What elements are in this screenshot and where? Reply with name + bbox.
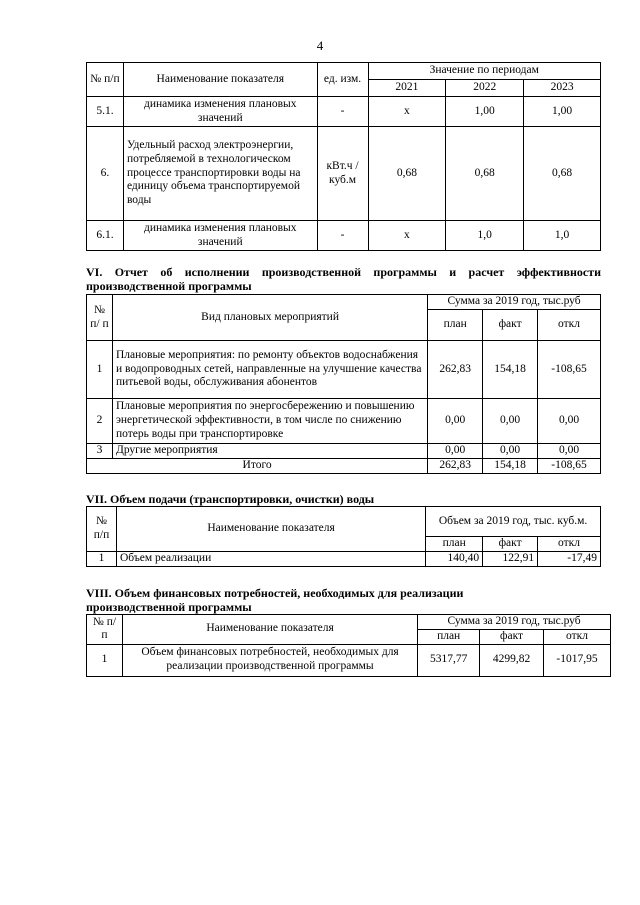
row-fact: 0,00: [483, 444, 538, 459]
header-sum: Сумма за 2019 год, тыс.руб: [418, 615, 611, 630]
row-name: Объем финансовых потребностей, необходимых для реализации производственной программы: [122, 644, 417, 676]
row-dev: -108,65: [538, 341, 601, 399]
row-fact: 122,91: [483, 551, 538, 566]
row-name: Объем реализации: [116, 551, 425, 566]
section-6-title-line: производственной программы: [86, 279, 252, 294]
header-no: № п/п: [87, 507, 117, 552]
row-plan: 262,83: [428, 341, 483, 399]
row-name: динамика изменения плановых значений: [123, 97, 317, 127]
row-name: динамика изменения плановых значений: [123, 221, 317, 251]
row-dev: -1017,95: [544, 644, 611, 676]
header-no: № п/п: [87, 63, 124, 97]
header-dev: откл: [538, 537, 601, 552]
row-no: 1: [87, 644, 123, 676]
section-7-title: VII. Объем подачи (транспортировки, очистки) воды: [86, 492, 375, 506]
header-fact: факт: [480, 629, 544, 644]
header-no: № п/ п: [87, 295, 113, 341]
row-plan: 140,40: [426, 551, 483, 566]
total-plan: 262,83: [428, 458, 483, 473]
row-no: 2: [87, 399, 113, 444]
header-plan: план: [426, 537, 483, 552]
row-value: 0,68: [524, 127, 601, 221]
section-6-title-line: VI. Отчет об исполнении производственной программы и расчет эффективности: [86, 265, 601, 279]
row-unit: кВт.ч / куб.м: [317, 127, 368, 221]
header-plan: план: [428, 310, 483, 341]
row-value: 0,68: [368, 127, 446, 221]
total-dev: -108,65: [538, 458, 601, 473]
header-no: № п/п: [87, 615, 123, 645]
financial-needs-table: [86, 614, 611, 677]
section-8-title: [86, 586, 601, 615]
header-fact: факт: [483, 537, 538, 552]
row-unit: -: [317, 97, 368, 127]
row-fact: 0,00: [483, 399, 538, 444]
row-name: Удельный расход электроэнергии, потребляемой в технологическом процессе транспортировки воды на единицу объема транспортируемой воды: [123, 127, 317, 221]
total-label: Итого: [87, 458, 428, 473]
row-dev: 0,00: [538, 399, 601, 444]
table-row: [87, 341, 601, 399]
section-8-title-line: производственной программы: [86, 600, 252, 615]
row-value: 0,68: [446, 127, 524, 221]
table-row: [87, 644, 611, 676]
row-dev: -17,49: [538, 551, 601, 566]
row-no: 6.1.: [87, 221, 124, 251]
header-plan: план: [418, 629, 480, 644]
table-row: [87, 127, 601, 221]
header-year: 2023: [524, 80, 601, 97]
header-name: Наименование показателя: [116, 507, 425, 552]
table-row: [87, 551, 601, 566]
row-unit: -: [317, 221, 368, 251]
header-volume: Объем за 2019 год, тыс. куб.м.: [426, 507, 601, 537]
header-period: Значение по периодам: [368, 63, 601, 80]
header-dev: откл: [538, 310, 601, 341]
row-plan: 0,00: [428, 399, 483, 444]
row-name: Плановые мероприятия по энергосбережению и повышению энергетической эффективности, в том числе по снижению потерь воды при транспортировке: [112, 399, 427, 444]
header-kind: Вид плановых мероприятий: [112, 295, 427, 341]
table-row: [87, 399, 601, 444]
header-sum: Сумма за 2019 год, тыс.руб: [428, 295, 601, 310]
row-fact: 4299,82: [480, 644, 544, 676]
row-name: Плановые мероприятия: по ремонту объектов водоснабжения и водопроводных сетей, направленные на улучшение качества питьевой воды, обслуживания абонентов: [112, 341, 427, 399]
section-6-title: [86, 265, 601, 294]
row-value: х: [368, 97, 446, 127]
table-row: [87, 444, 601, 459]
water-volume-table: [86, 506, 601, 567]
row-value: х: [368, 221, 446, 251]
header-dev: откл: [544, 629, 611, 644]
header-year: 2021: [368, 80, 446, 97]
table-row: [87, 221, 601, 251]
row-dev: 0,00: [538, 444, 601, 459]
indicators-table: [86, 62, 601, 251]
row-no: 6.: [87, 127, 124, 221]
row-fact: 154,18: [483, 341, 538, 399]
row-value: 1,00: [446, 97, 524, 127]
header-unit: ед. изм.: [317, 63, 368, 97]
row-value: 1,0: [446, 221, 524, 251]
header-name: Наименование показателя: [123, 63, 317, 97]
row-no: 3: [87, 444, 113, 459]
header-name: Наименование показателя: [122, 615, 417, 645]
program-report-table: [86, 294, 601, 474]
header-fact: факт: [483, 310, 538, 341]
header-year: 2022: [446, 80, 524, 97]
row-value: 1,00: [524, 97, 601, 127]
page-number: 4: [316, 38, 324, 53]
row-plan: 5317,77: [418, 644, 480, 676]
row-no: 1: [87, 341, 113, 399]
row-no: 1: [87, 551, 117, 566]
total-fact: 154,18: [483, 458, 538, 473]
total-row: [87, 458, 601, 473]
row-name: Другие мероприятия: [112, 444, 427, 459]
row-value: 1,0: [524, 221, 601, 251]
row-no: 5.1.: [87, 97, 124, 127]
table-row: [87, 97, 601, 127]
section-8-title-line: VIII. Объем финансовых потребностей, необходимых для реализации: [86, 586, 464, 600]
row-plan: 0,00: [428, 444, 483, 459]
